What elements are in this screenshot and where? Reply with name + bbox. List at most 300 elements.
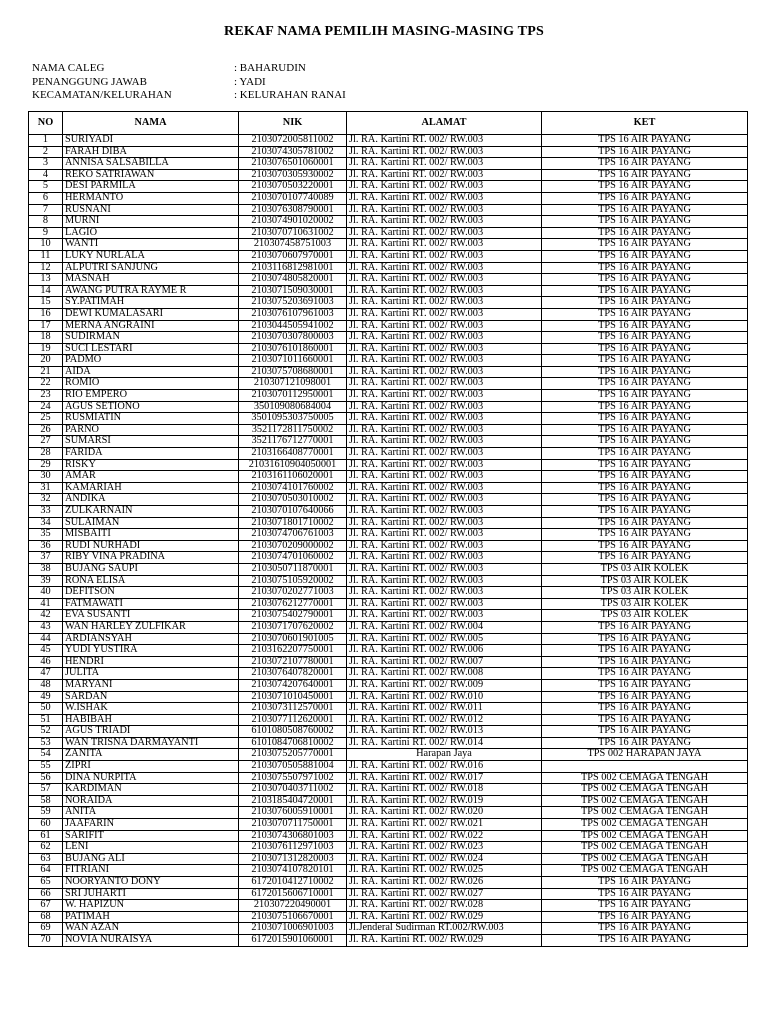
cell-no: 19: [29, 343, 63, 355]
cell-alamat: Jl. RA. Kartini RT. 002/ RW.003: [347, 274, 542, 286]
cell-no: 59: [29, 807, 63, 819]
cell-no: 57: [29, 784, 63, 796]
meta-label-kelurahan: KECAMATAN/KELURAHAN: [32, 89, 172, 101]
table-row: [29, 934, 748, 946]
cell-no: 52: [29, 726, 63, 738]
cell-nama: PADMO: [63, 355, 239, 367]
cell-ket: TPS 16 AIR PAYANG: [542, 517, 748, 529]
cell-no: 12: [29, 262, 63, 274]
cell-no: 3: [29, 158, 63, 170]
cell-nik: 2103050711870001: [239, 563, 347, 575]
cell-ket: TPS 16 AIR PAYANG: [542, 308, 748, 320]
cell-nama: FATMAWATI: [63, 598, 239, 610]
cell-no: 42: [29, 610, 63, 622]
table-row: [29, 749, 748, 761]
cell-no: 8: [29, 216, 63, 228]
column-header-ket: KET: [542, 112, 748, 135]
table-row: [29, 726, 748, 738]
cell-alamat: Jl. RA. Kartini RT. 002/ RW.003: [347, 424, 542, 436]
cell-ket: TPS 16 AIR PAYANG: [542, 135, 748, 147]
table-row: [29, 540, 748, 552]
cell-nik: 2103077112620001: [239, 714, 347, 726]
cell-no: 56: [29, 772, 63, 784]
cell-nama: DEFITSON: [63, 587, 239, 599]
cell-alamat: Jl. RA. Kartini RT. 002/ RW.003: [347, 308, 542, 320]
cell-no: 70: [29, 934, 63, 946]
cell-no: 21: [29, 366, 63, 378]
cell-ket: TPS 16 AIR PAYANG: [542, 703, 748, 715]
cell-nama: AGUS TRIADI: [63, 726, 239, 738]
cell-ket: TPS 16 AIR PAYANG: [542, 448, 748, 460]
cell-ket: TPS 16 AIR PAYANG: [542, 482, 748, 494]
table-row: [29, 668, 748, 680]
table-row: [29, 332, 748, 344]
cell-ket: TPS 16 AIR PAYANG: [542, 923, 748, 935]
cell-nik: 2103071801710002: [239, 517, 347, 529]
cell-nik: 2103074107820101: [239, 865, 347, 877]
cell-nama: KARDIMAN: [63, 784, 239, 796]
cell-alamat: Jl. RA. Kartini RT. 002/ RW.021: [347, 819, 542, 831]
cell-alamat: Jl. RA. Kartini RT. 002/ RW.005: [347, 633, 542, 645]
cell-ket: TPS 16 AIR PAYANG: [542, 656, 748, 668]
cell-alamat: Jl. RA. Kartini RT. 002/ RW.019: [347, 795, 542, 807]
cell-no: 43: [29, 621, 63, 633]
cell-nama: ANDIKA: [63, 494, 239, 506]
cell-nik: 2103070505881004: [239, 761, 347, 773]
cell-nik: 2103070307800003: [239, 332, 347, 344]
cell-nik: 2103044505941002: [239, 320, 347, 332]
cell-ket: TPS 002 CEMAGA TENGAH: [542, 830, 748, 842]
cell-nama: DEWI KUMALASARI: [63, 308, 239, 320]
cell-ket: [542, 761, 748, 773]
cell-ket: TPS 16 AIR PAYANG: [542, 343, 748, 355]
table-row: [29, 656, 748, 668]
cell-nama: ZIPRI: [63, 761, 239, 773]
voter-table: [28, 111, 748, 947]
cell-alamat: Jl. RA. Kartini RT. 002/ RW.022: [347, 830, 542, 842]
cell-nik: 6172015606710001: [239, 888, 347, 900]
cell-nik: 3521172811750002: [239, 424, 347, 436]
cell-alamat: Jl. RA. Kartini RT. 002/ RW.003: [347, 366, 542, 378]
cell-nik: 2103076501060001: [239, 158, 347, 170]
cell-nik: 2103071707620002: [239, 621, 347, 633]
cell-ket: TPS 16 AIR PAYANG: [542, 726, 748, 738]
cell-nama: AWANG PUTRA RAYME R: [63, 285, 239, 297]
table-row: [29, 621, 748, 633]
cell-nama: SRI JUHARTI: [63, 888, 239, 900]
cell-no: 68: [29, 911, 63, 923]
cell-alamat: Jl. RA. Kartini RT. 002/ RW.003: [347, 529, 542, 541]
cell-ket: TPS 002 CEMAGA TENGAH: [542, 853, 748, 865]
cell-alamat: Jl. RA. Kartini RT. 002/ RW.003: [347, 204, 542, 216]
cell-ket: TPS 16 AIR PAYANG: [542, 413, 748, 425]
cell-nik: 2103075105920002: [239, 575, 347, 587]
cell-no: 69: [29, 923, 63, 935]
cell-nik: 2103076212770001: [239, 598, 347, 610]
cell-ket: TPS 16 AIR PAYANG: [542, 668, 748, 680]
cell-ket: TPS 16 AIR PAYANG: [542, 645, 748, 657]
table-row: [29, 853, 748, 865]
cell-ket: TPS 16 AIR PAYANG: [542, 355, 748, 367]
cell-no: 39: [29, 575, 63, 587]
cell-alamat: Jl. RA. Kartini RT. 002/ RW.003: [347, 343, 542, 355]
cell-no: 32: [29, 494, 63, 506]
cell-nama: LUKY NURLALA: [63, 250, 239, 262]
cell-ket: TPS 16 AIR PAYANG: [542, 506, 748, 518]
cell-nama: PATIMAH: [63, 911, 239, 923]
cell-no: 47: [29, 668, 63, 680]
cell-ket: TPS 16 AIR PAYANG: [542, 366, 748, 378]
cell-nama: HENDRI: [63, 656, 239, 668]
cell-no: 35: [29, 529, 63, 541]
cell-no: 67: [29, 900, 63, 912]
cell-no: 26: [29, 424, 63, 436]
cell-nama: RISKY: [63, 459, 239, 471]
cell-no: 22: [29, 378, 63, 390]
cell-ket: TPS 16 AIR PAYANG: [542, 714, 748, 726]
cell-nik: 2103162207750001: [239, 645, 347, 657]
cell-no: 9: [29, 227, 63, 239]
cell-no: 51: [29, 714, 63, 726]
cell-ket: TPS 16 AIR PAYANG: [542, 204, 748, 216]
cell-nama: LENI: [63, 842, 239, 854]
cell-no: 60: [29, 819, 63, 831]
cell-nik: 2103074701060002: [239, 552, 347, 564]
cell-nik: 2103075203691003: [239, 297, 347, 309]
table-row: [29, 459, 748, 471]
cell-no: 55: [29, 761, 63, 773]
cell-alamat: Jl. RA. Kartini RT. 002/ RW.003: [347, 482, 542, 494]
table-row: [29, 633, 748, 645]
cell-nama: ANITA: [63, 807, 239, 819]
table-row: [29, 679, 748, 691]
cell-nama: BUJANG SAUPI: [63, 563, 239, 575]
table-row: [29, 285, 748, 297]
cell-no: 27: [29, 436, 63, 448]
cell-nama: DESI PARMILA: [63, 181, 239, 193]
cell-ket: TPS 16 AIR PAYANG: [542, 911, 748, 923]
cell-no: 28: [29, 448, 63, 460]
table-row: [29, 830, 748, 842]
cell-nik: 2103072005811002: [239, 135, 347, 147]
cell-nik: 2103070503220001: [239, 181, 347, 193]
cell-alamat: Jl. RA. Kartini RT. 002/ RW.010: [347, 691, 542, 703]
cell-no: 48: [29, 679, 63, 691]
cell-nama: ROMIO: [63, 378, 239, 390]
cell-nik: 2103071006901003: [239, 923, 347, 935]
cell-nama: MARYANI: [63, 679, 239, 691]
table-row: [29, 506, 748, 518]
cell-alamat: Jl. RA. Kartini RT. 002/ RW.003: [347, 436, 542, 448]
cell-alamat: Jl. RA. Kartini RT. 002/ RW.025: [347, 865, 542, 877]
cell-alamat: Jl. RA. Kartini RT. 002/ RW.017: [347, 772, 542, 784]
cell-no: 25: [29, 413, 63, 425]
cell-ket: TPS 16 AIR PAYANG: [542, 401, 748, 413]
column-header-nama: NAMA: [63, 112, 239, 135]
cell-no: 34: [29, 517, 63, 529]
cell-nama: ANNISA SALSABILLA: [63, 158, 239, 170]
cell-ket: TPS 16 AIR PAYANG: [542, 529, 748, 541]
table-row: [29, 471, 748, 483]
cell-alamat: Jl. RA. Kartini RT. 002/ RW.020: [347, 807, 542, 819]
cell-nama: MURNI: [63, 216, 239, 228]
table-row: [29, 923, 748, 935]
cell-no: 53: [29, 737, 63, 749]
cell-no: 50: [29, 703, 63, 715]
cell-ket: TPS 16 AIR PAYANG: [542, 424, 748, 436]
cell-ket: TPS 16 AIR PAYANG: [542, 934, 748, 946]
meta-row-kelurahan: [32, 89, 346, 103]
meta-row-penanggung-jawab: [32, 76, 346, 90]
cell-no: 20: [29, 355, 63, 367]
cell-ket: TPS 002 CEMAGA TENGAH: [542, 865, 748, 877]
cell-nama: PARNO: [63, 424, 239, 436]
cell-nik: 2103161106020001: [239, 471, 347, 483]
cell-alamat: Jl. RA. Kartini RT. 002/ RW.003: [347, 169, 542, 181]
cell-nik: 2103074306801003: [239, 830, 347, 842]
table-row: [29, 552, 748, 564]
table-row: [29, 308, 748, 320]
cell-nik: 2103076107961003: [239, 308, 347, 320]
cell-alamat: Jl. RA. Kartini RT. 002/ RW.003: [347, 448, 542, 460]
table-row: [29, 900, 748, 912]
cell-alamat: Jl. RA. Kartini RT. 002/ RW.003: [347, 517, 542, 529]
cell-no: 63: [29, 853, 63, 865]
cell-no: 7: [29, 204, 63, 216]
cell-nik: 2103166408770001: [239, 448, 347, 460]
cell-no: 16: [29, 308, 63, 320]
cell-nama: RIO EMPERO: [63, 390, 239, 402]
cell-ket: TPS 16 AIR PAYANG: [542, 227, 748, 239]
cell-ket: TPS 16 AIR PAYANG: [542, 888, 748, 900]
meta-value-kelurahan: : KELURAHAN RANAI: [234, 89, 346, 101]
cell-nama: MERNA ANGRAINI: [63, 320, 239, 332]
table-row: [29, 842, 748, 854]
meta-value-penanggung-jawab: : YADI: [234, 75, 266, 88]
cell-ket: TPS 002 CEMAGA TENGAH: [542, 842, 748, 854]
cell-nama: SUMARSI: [63, 436, 239, 448]
table-row: [29, 529, 748, 541]
document-title: REKAF NAMA PEMILIH MASING-MASING TPS: [224, 24, 544, 39]
cell-no: 40: [29, 587, 63, 599]
cell-alamat: Jl. RA. Kartini RT. 002/ RW.026: [347, 877, 542, 889]
table-row: [29, 424, 748, 436]
cell-nik: 6101080508760002: [239, 726, 347, 738]
cell-alamat: Jl. RA. Kartini RT. 002/ RW.003: [347, 135, 542, 147]
column-header-no: NO: [29, 112, 63, 135]
cell-nik: 2103075708680001: [239, 366, 347, 378]
cell-nik: 2103070107640066: [239, 506, 347, 518]
cell-nama: NORAIDA: [63, 795, 239, 807]
table-row: [29, 598, 748, 610]
cell-nama: ARDIANSYAH: [63, 633, 239, 645]
cell-alamat: Jl. RA. Kartini RT. 002/ RW.016: [347, 761, 542, 773]
cell-alamat: Jl. RA. Kartini RT. 002/ RW.003: [347, 552, 542, 564]
cell-alamat: Jl. RA. Kartini RT. 002/ RW.003: [347, 158, 542, 170]
cell-no: 14: [29, 285, 63, 297]
cell-nik: 2103071509030001: [239, 285, 347, 297]
cell-alamat: Jl. RA. Kartini RT. 002/ RW.011: [347, 703, 542, 715]
cell-alamat: Jl. RA. Kartini RT. 002/ RW.003: [347, 297, 542, 309]
cell-ket: TPS 16 AIR PAYANG: [542, 192, 748, 204]
cell-ket: TPS 16 AIR PAYANG: [542, 877, 748, 889]
table-row: [29, 366, 748, 378]
cell-nama: REKO SATRIAWAN: [63, 169, 239, 181]
cell-no: 17: [29, 320, 63, 332]
cell-nik: 6172015901060001: [239, 934, 347, 946]
cell-alamat: Jl. RA. Kartini RT. 002/ RW.003: [347, 227, 542, 239]
cell-alamat: Jl. RA. Kartini RT. 002/ RW.003: [347, 413, 542, 425]
table-row: [29, 135, 748, 147]
cell-ket: TPS 16 AIR PAYANG: [542, 169, 748, 181]
cell-ket: TPS 03 AIR KOLEK: [542, 598, 748, 610]
cell-nama: BUJANG ALI: [63, 853, 239, 865]
table-row: [29, 819, 748, 831]
cell-no: 36: [29, 540, 63, 552]
cell-alamat: Jl. RA. Kartini RT. 002/ RW.023: [347, 842, 542, 854]
cell-no: 6: [29, 192, 63, 204]
table-row: [29, 784, 748, 796]
cell-ket: TPS 16 AIR PAYANG: [542, 471, 748, 483]
table-row: [29, 714, 748, 726]
cell-no: 10: [29, 239, 63, 251]
cell-nama: NOVIA NURAISYA: [63, 934, 239, 946]
cell-nik: 2103074901020002: [239, 216, 347, 228]
cell-no: 30: [29, 471, 63, 483]
table-row: [29, 355, 748, 367]
cell-nik: 2103116812981001: [239, 262, 347, 274]
cell-ket: TPS 16 AIR PAYANG: [542, 900, 748, 912]
cell-nama: MASNAH: [63, 274, 239, 286]
cell-no: 65: [29, 877, 63, 889]
table-header-row: [29, 112, 748, 135]
cell-alamat: Jl. RA. Kartini RT. 002/ RW.003: [347, 610, 542, 622]
cell-alamat: Jl. RA. Kartini RT. 002/ RW.003: [347, 390, 542, 402]
cell-nik: 2103076308790001: [239, 204, 347, 216]
cell-ket: TPS 16 AIR PAYANG: [542, 552, 748, 564]
cell-nama: HABIBAH: [63, 714, 239, 726]
table-row: [29, 158, 748, 170]
table-row: [29, 227, 748, 239]
table-row: [29, 216, 748, 228]
cell-alamat: Jl. RA. Kartini RT. 002/ RW.012: [347, 714, 542, 726]
cell-alamat: Jl. RA. Kartini RT. 002/ RW.008: [347, 668, 542, 680]
cell-ket: TPS 002 CEMAGA TENGAH: [542, 772, 748, 784]
column-header-nik: NIK: [239, 112, 347, 135]
cell-nik: 2103070305930002: [239, 169, 347, 181]
cell-no: 38: [29, 563, 63, 575]
cell-alamat: Jl. RA. Kartini RT. 002/ RW.003: [347, 332, 542, 344]
cell-nik: 2103074101760002: [239, 482, 347, 494]
cell-alamat: Harapan Jaya: [347, 749, 542, 761]
cell-nik: 2103070503010002: [239, 494, 347, 506]
cell-alamat: Jl. RA. Kartini RT. 002/ RW.003: [347, 262, 542, 274]
cell-no: 44: [29, 633, 63, 645]
table-body: [29, 135, 748, 947]
cell-no: 58: [29, 795, 63, 807]
cell-alamat: Jl. RA. Kartini RT. 002/ RW.003: [347, 192, 542, 204]
cell-nama: ZULKARNAIN: [63, 506, 239, 518]
cell-nama: YUDI YUSTIRA: [63, 645, 239, 657]
table-row: [29, 587, 748, 599]
cell-nama: WANTI: [63, 239, 239, 251]
cell-alamat: Jl. RA. Kartini RT. 002/ RW.003: [347, 506, 542, 518]
cell-nik: 2103070403711002: [239, 784, 347, 796]
cell-nama: AMAR: [63, 471, 239, 483]
table-row: [29, 865, 748, 877]
cell-nik: 2103075205770001: [239, 749, 347, 761]
cell-ket: TPS 16 AIR PAYANG: [542, 285, 748, 297]
cell-nama: AGUS SETIONO: [63, 401, 239, 413]
table-row: [29, 888, 748, 900]
meta-value-caleg: : BAHARUDIN: [234, 62, 306, 74]
cell-nama: LAGIO: [63, 227, 239, 239]
cell-no: 64: [29, 865, 63, 877]
table-row: [29, 181, 748, 193]
cell-no: 23: [29, 390, 63, 402]
table-row: [29, 761, 748, 773]
cell-nik: 2103070607970001: [239, 250, 347, 262]
cell-alamat: Jl. RA. Kartini RT. 002/ RW.029: [347, 911, 542, 923]
cell-nama: FARAH DIBA: [63, 146, 239, 158]
cell-nama: HERMANTO: [63, 192, 239, 204]
cell-nama: MISBAITI: [63, 529, 239, 541]
cell-ket: TPS 16 AIR PAYANG: [542, 181, 748, 193]
cell-alamat: Jl. RA. Kartini RT. 002/ RW.003: [347, 494, 542, 506]
cell-no: 1: [29, 135, 63, 147]
cell-no: 31: [29, 482, 63, 494]
cell-ket: TPS 16 AIR PAYANG: [542, 390, 748, 402]
table-row: [29, 563, 748, 575]
cell-nama: KAMARIAH: [63, 482, 239, 494]
table-row: [29, 482, 748, 494]
cell-nama: JAAFARIN: [63, 819, 239, 831]
cell-nik: 2103070112950001: [239, 390, 347, 402]
cell-nik: 2103074305781002: [239, 146, 347, 158]
cell-nik: 2103075106670001: [239, 911, 347, 923]
cell-ket: TPS 002 CEMAGA TENGAH: [542, 795, 748, 807]
cell-nik: 21031610904050001: [239, 459, 347, 471]
cell-no: 15: [29, 297, 63, 309]
cell-no: 37: [29, 552, 63, 564]
cell-nama: FARIDA: [63, 448, 239, 460]
cell-alamat: Jl. RA. Kartini RT. 002/ RW.003: [347, 146, 542, 158]
cell-no: 4: [29, 169, 63, 181]
cell-nik: 2103076407820001: [239, 668, 347, 680]
table-row: [29, 378, 748, 390]
table-row: [29, 297, 748, 309]
cell-nama: WAN TRISNA DARMAYANTI: [63, 737, 239, 749]
table-row: [29, 703, 748, 715]
cell-no: 5: [29, 181, 63, 193]
cell-ket: TPS 16 AIR PAYANG: [542, 320, 748, 332]
cell-nik: 2103070710631002: [239, 227, 347, 239]
table-row: [29, 320, 748, 332]
cell-no: 24: [29, 401, 63, 413]
cell-nik: 2103070202771003: [239, 587, 347, 599]
cell-ket: TPS 16 AIR PAYANG: [542, 737, 748, 749]
cell-nama: ZANITA: [63, 749, 239, 761]
cell-nama: SUDIRMAN: [63, 332, 239, 344]
cell-nama: RUSMIATIN: [63, 413, 239, 425]
cell-nik: 2103072107780001: [239, 656, 347, 668]
cell-alamat: Jl. RA. Kartini RT. 002/ RW.003: [347, 355, 542, 367]
cell-nama: EVA SUSANTI: [63, 610, 239, 622]
cell-nama: NOORYANTO DONY: [63, 877, 239, 889]
cell-no: 33: [29, 506, 63, 518]
cell-no: 54: [29, 749, 63, 761]
cell-alamat: Jl. RA. Kartini RT. 002/ RW.003: [347, 285, 542, 297]
